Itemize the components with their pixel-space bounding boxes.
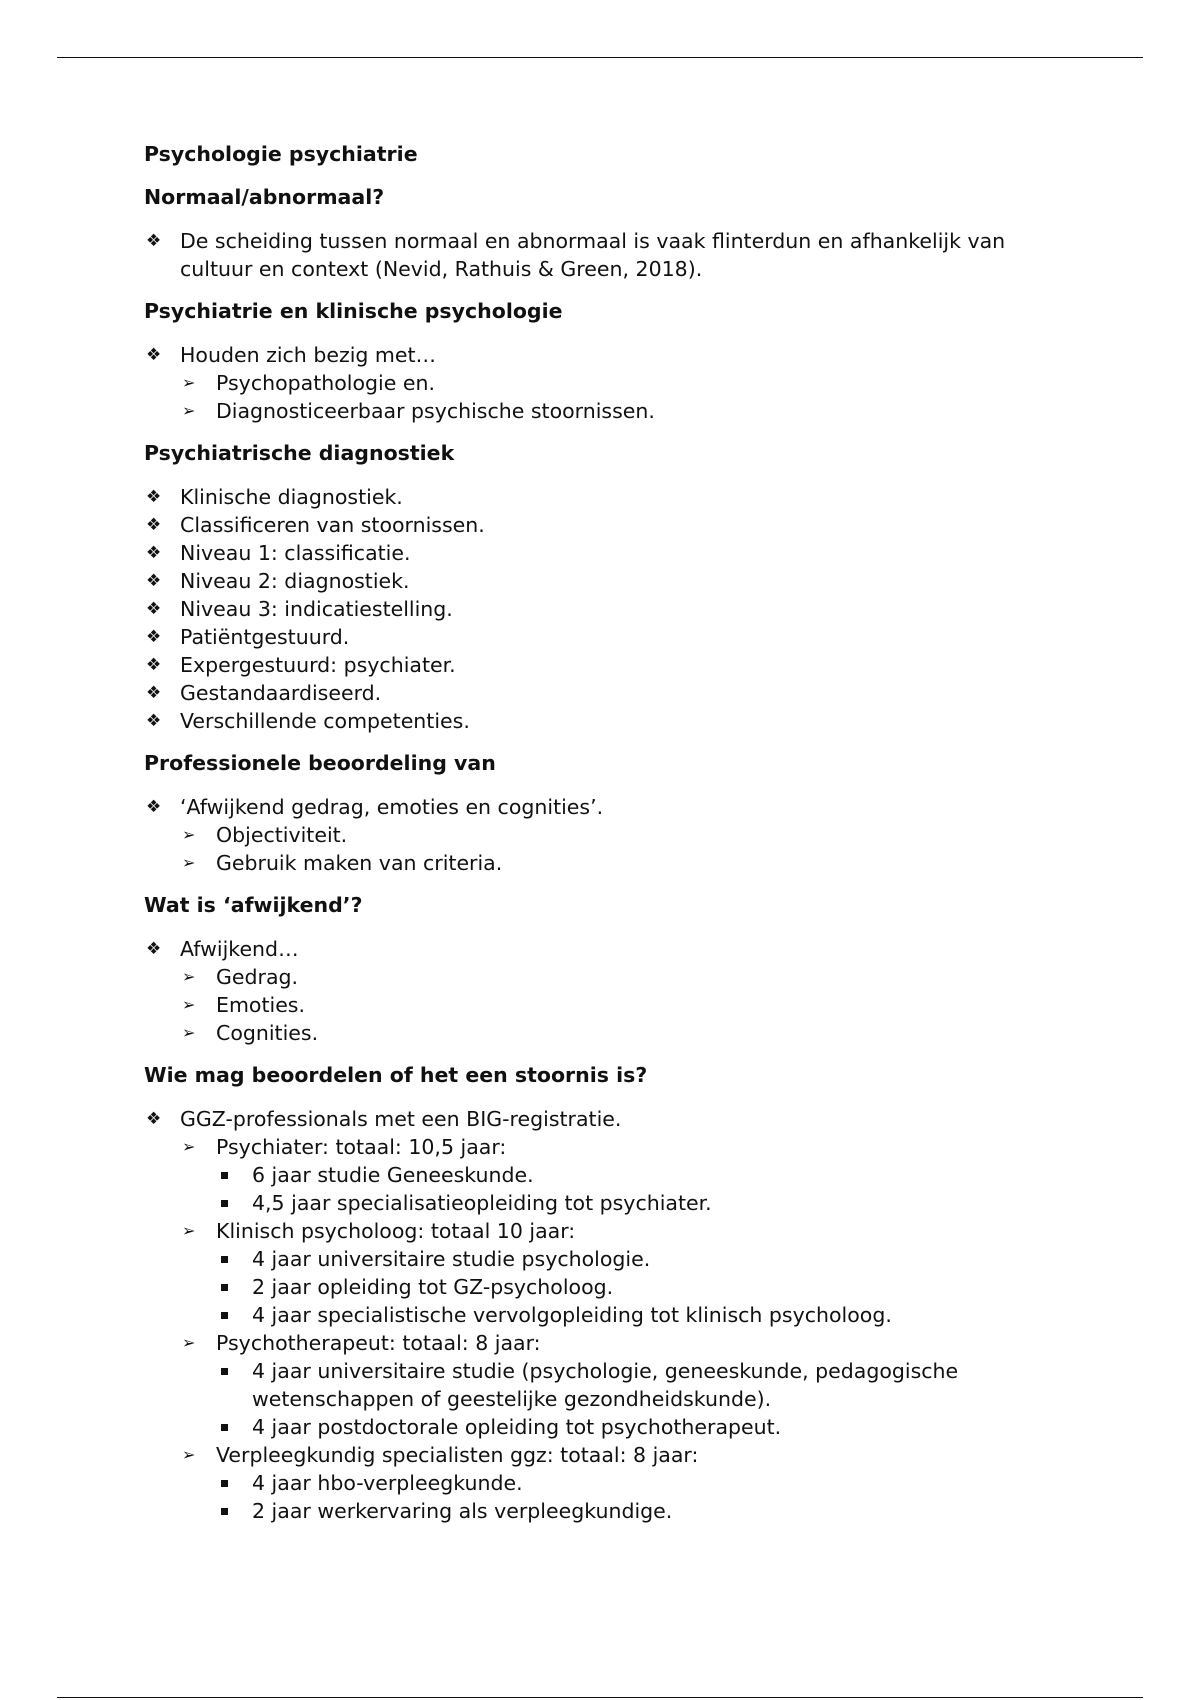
header-rule bbox=[57, 57, 1143, 58]
diamond-bullet-icon: ❖ bbox=[146, 683, 162, 703]
sub-sub-list-item bbox=[216, 1161, 1044, 1189]
square-bullet-icon bbox=[221, 1480, 228, 1487]
sub-sub-list-item bbox=[216, 1189, 1044, 1217]
sub-sub-list-item-text: 2 jaar werkervaring als verpleegkundige. bbox=[252, 1499, 673, 1523]
square-bullet-icon bbox=[221, 1256, 228, 1263]
square-bullet-icon bbox=[221, 1312, 228, 1319]
sub-sub-list-item-text: 6 jaar studie Geneeskunde. bbox=[252, 1163, 534, 1187]
sub-list-item-text: Gedrag. bbox=[216, 965, 299, 989]
sub-sub-list-item-text: 4 jaar universitaire studie psychologie. bbox=[252, 1247, 651, 1271]
sub-list-item-text: Cognities. bbox=[216, 1021, 319, 1045]
sections-container bbox=[144, 183, 1044, 1525]
sub-sub-list-item bbox=[216, 1497, 1044, 1525]
sub-list-item bbox=[180, 369, 1044, 397]
diamond-bullet-icon: ❖ bbox=[146, 345, 162, 365]
sub-list-item bbox=[180, 1019, 1044, 1047]
section-heading: Professionele beoordeling van bbox=[144, 751, 496, 775]
sub-sub-list-item-text: 4 jaar postdoctorale opleiding tot psychotherapeut. bbox=[252, 1415, 782, 1439]
list-item-text: GGZ-professionals met een BIG-registratie. bbox=[180, 1107, 622, 1131]
diamond-bullet-icon: ❖ bbox=[146, 939, 162, 959]
sub-list-item bbox=[180, 963, 1044, 991]
sub-sub-list bbox=[216, 1469, 1044, 1525]
sub-sub-list-item-text: 4 jaar universitaire studie (psychologie, geneeskunde, pedagogische wetenschappen of geestelijke gezondheidskunde). bbox=[252, 1359, 959, 1411]
list-item-text: Niveau 1: classificatie. bbox=[180, 541, 411, 565]
list-item bbox=[144, 679, 1044, 707]
sub-list-item bbox=[180, 991, 1044, 1019]
bullet-list bbox=[144, 227, 1044, 283]
sub-list-item bbox=[180, 1441, 1044, 1525]
list-item-text: Klinische diagnostiek. bbox=[180, 485, 403, 509]
sub-sub-list-item bbox=[216, 1245, 1044, 1273]
sub-list-item-text: Klinisch psycholoog: totaal 10 jaar: bbox=[216, 1219, 576, 1243]
sub-list-item bbox=[180, 1329, 1044, 1441]
bullet-list bbox=[144, 1105, 1044, 1525]
diamond-bullet-icon: ❖ bbox=[146, 599, 162, 619]
list-item bbox=[144, 511, 1044, 539]
sub-list-item bbox=[180, 1133, 1044, 1217]
sub-list-item bbox=[180, 1217, 1044, 1329]
square-bullet-icon bbox=[221, 1284, 228, 1291]
sub-list-item-text: Psychopathologie en. bbox=[216, 371, 435, 395]
document-body bbox=[144, 140, 1044, 1525]
list-item bbox=[144, 483, 1044, 511]
sub-list bbox=[180, 369, 1044, 425]
list-item bbox=[144, 935, 1044, 1047]
list-item bbox=[144, 793, 1044, 877]
list-item bbox=[144, 595, 1044, 623]
list-item-text: De scheiding tussen normaal en abnormaal is vaak flinterdun en afhankelijk van cultuur en context (Nevid, Rathuis & Green, 2018). bbox=[180, 229, 1006, 281]
list-item bbox=[144, 539, 1044, 567]
sub-sub-list bbox=[216, 1357, 1044, 1441]
sub-list-item bbox=[180, 849, 1044, 877]
sub-sub-list bbox=[216, 1245, 1044, 1329]
list-item-text: Houden zich bezig met… bbox=[180, 343, 437, 367]
arrow-bullet-icon: ➢ bbox=[182, 995, 196, 1014]
sub-list-item-text: Diagnosticeerbaar psychische stoornissen. bbox=[216, 399, 655, 423]
sub-sub-list-item bbox=[216, 1469, 1044, 1497]
sub-list-item-text: Psychiater: totaal: 10,5 jaar: bbox=[216, 1135, 507, 1159]
section-heading: Psychiatrie en klinische psychologie bbox=[144, 299, 563, 323]
section-heading: Psychiatrische diagnostiek bbox=[144, 441, 455, 465]
sub-list bbox=[180, 821, 1044, 877]
square-bullet-icon bbox=[221, 1424, 228, 1431]
bullet-list bbox=[144, 935, 1044, 1047]
sub-sub-list-item-text: 4 jaar specialistische vervolgopleiding tot klinisch psycholoog. bbox=[252, 1303, 892, 1327]
list-item-text: Verschillende competenties. bbox=[180, 709, 470, 733]
sub-sub-list-item bbox=[216, 1413, 1044, 1441]
sub-sub-list-item-text: 4 jaar hbo-verpleegkunde. bbox=[252, 1471, 523, 1495]
diamond-bullet-icon: ❖ bbox=[146, 655, 162, 675]
list-item-text: Afwijkend… bbox=[180, 937, 299, 961]
sub-sub-list-item-text: 2 jaar opleiding tot GZ-psycholoog. bbox=[252, 1275, 614, 1299]
square-bullet-icon bbox=[221, 1172, 228, 1179]
list-item bbox=[144, 227, 1044, 283]
footer-rule bbox=[57, 1697, 1143, 1698]
sub-list-item-text: Emoties. bbox=[216, 993, 306, 1017]
document-title: Psychologie psychiatrie bbox=[144, 142, 418, 166]
arrow-bullet-icon: ➢ bbox=[182, 1137, 196, 1156]
diamond-bullet-icon: ❖ bbox=[146, 543, 162, 563]
sub-list bbox=[180, 1133, 1044, 1525]
sub-list-item-text: Psychotherapeut: totaal: 8 jaar: bbox=[216, 1331, 541, 1355]
diamond-bullet-icon: ❖ bbox=[146, 231, 162, 251]
list-item-text: ‘Afwijkend gedrag, emoties en cognities’. bbox=[180, 795, 604, 819]
list-item-text: Gestandaardiseerd. bbox=[180, 681, 382, 705]
sub-list-item-text: Gebruik maken van criteria. bbox=[216, 851, 503, 875]
arrow-bullet-icon: ➢ bbox=[182, 853, 196, 872]
square-bullet-icon bbox=[221, 1508, 228, 1515]
sub-list-item-text: Verpleegkundig specialisten ggz: totaal: 8 jaar: bbox=[216, 1443, 699, 1467]
diamond-bullet-icon: ❖ bbox=[146, 515, 162, 535]
list-item bbox=[144, 341, 1044, 425]
square-bullet-icon bbox=[221, 1368, 228, 1375]
sub-sub-list-item bbox=[216, 1301, 1044, 1329]
diamond-bullet-icon: ❖ bbox=[146, 711, 162, 731]
list-item bbox=[144, 651, 1044, 679]
list-item-text: Niveau 3: indicatiestelling. bbox=[180, 597, 453, 621]
diamond-bullet-icon: ❖ bbox=[146, 797, 162, 817]
arrow-bullet-icon: ➢ bbox=[182, 1445, 196, 1464]
sub-list-item bbox=[180, 821, 1044, 849]
arrow-bullet-icon: ➢ bbox=[182, 1221, 196, 1240]
sub-sub-list-item-text: 4,5 jaar specialisatieopleiding tot psychiater. bbox=[252, 1191, 712, 1215]
sub-sub-list bbox=[216, 1161, 1044, 1217]
sub-list-item-text: Objectiviteit. bbox=[216, 823, 348, 847]
section-heading: Wie mag beoordelen of het een stoornis is? bbox=[144, 1063, 648, 1087]
list-item bbox=[144, 707, 1044, 735]
arrow-bullet-icon: ➢ bbox=[182, 401, 196, 420]
sub-sub-list-item bbox=[216, 1357, 1044, 1413]
bullet-list bbox=[144, 793, 1044, 877]
list-item bbox=[144, 1105, 1044, 1525]
arrow-bullet-icon: ➢ bbox=[182, 373, 196, 392]
arrow-bullet-icon: ➢ bbox=[182, 825, 196, 844]
list-item bbox=[144, 623, 1044, 651]
diamond-bullet-icon: ❖ bbox=[146, 1109, 162, 1129]
arrow-bullet-icon: ➢ bbox=[182, 1023, 196, 1042]
arrow-bullet-icon: ➢ bbox=[182, 967, 196, 986]
diamond-bullet-icon: ❖ bbox=[146, 571, 162, 591]
list-item-text: Classificeren van stoornissen. bbox=[180, 513, 485, 537]
section-heading: Wat is ‘afwijkend’? bbox=[144, 893, 363, 917]
bullet-list bbox=[144, 483, 1044, 735]
sub-list-item bbox=[180, 397, 1044, 425]
sub-list bbox=[180, 963, 1044, 1047]
list-item-text: Niveau 2: diagnostiek. bbox=[180, 569, 410, 593]
list-item-text: Patiëntgestuurd. bbox=[180, 625, 350, 649]
list-item bbox=[144, 567, 1044, 595]
sub-sub-list-item bbox=[216, 1273, 1044, 1301]
diamond-bullet-icon: ❖ bbox=[146, 627, 162, 647]
section-heading: Normaal/abnormaal? bbox=[144, 185, 385, 209]
square-bullet-icon bbox=[221, 1200, 228, 1207]
diamond-bullet-icon: ❖ bbox=[146, 487, 162, 507]
list-item-text: Expergestuurd: psychiater. bbox=[180, 653, 456, 677]
arrow-bullet-icon: ➢ bbox=[182, 1333, 196, 1352]
bullet-list bbox=[144, 341, 1044, 425]
